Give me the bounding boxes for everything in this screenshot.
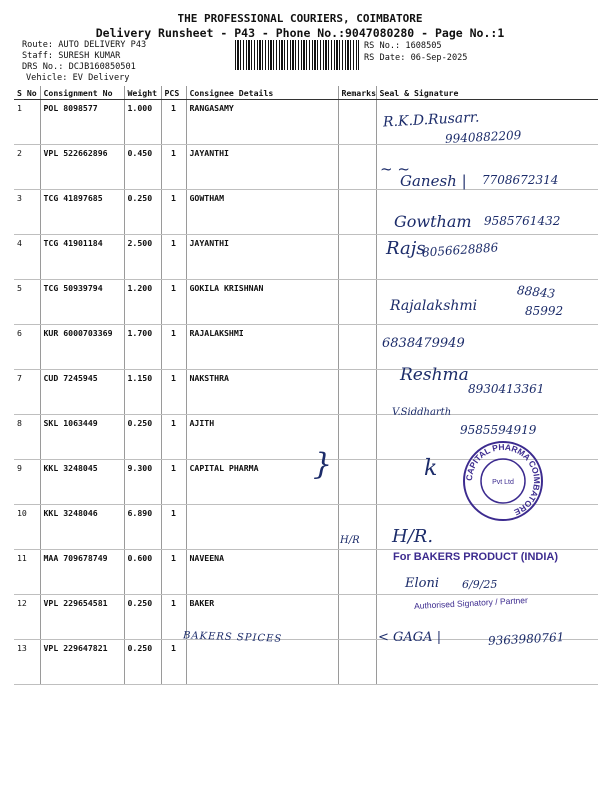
cell-weight: 0.450 xyxy=(124,145,161,190)
signature-row-9: k xyxy=(424,456,438,481)
cell-consignee: NAVEENA xyxy=(186,550,338,595)
cell-sno: 4 xyxy=(14,235,40,280)
cell-sno: 3 xyxy=(14,190,40,235)
signature-row-2: ~ ~ xyxy=(380,160,410,178)
cell-consignee: GOKILA KRISHNAN xyxy=(186,280,338,325)
cell-remarks xyxy=(338,145,376,190)
cell-consignee: AJITH xyxy=(186,415,338,460)
cell-weight: 9.300 xyxy=(124,460,161,505)
cell-remarks xyxy=(338,190,376,235)
cell-sno: 8 xyxy=(14,415,40,460)
table-header-row xyxy=(14,86,598,100)
cell-remarks xyxy=(338,235,376,280)
cell-consignment: MAA 709678749 xyxy=(40,550,124,595)
col-header-weight: Weight xyxy=(124,86,161,100)
col-header-consignment: Consignment No xyxy=(40,86,124,100)
cell-consignment: VPL 229647821 xyxy=(40,640,124,685)
cell-pcs: 1 xyxy=(161,415,186,460)
cell-sno: 10 xyxy=(14,505,40,550)
cell-consignee: JAYANTHI xyxy=(186,145,338,190)
signature-row-12: Eloni xyxy=(405,576,440,591)
cell-sno: 11 xyxy=(14,550,40,595)
document-title: THE PROFESSIONAL COURIERS, COIMBATORE xyxy=(177,12,423,25)
cell-remarks xyxy=(338,460,376,505)
cell-weight: 1.200 xyxy=(124,280,161,325)
cell-weight: 1.000 xyxy=(124,100,161,145)
cell-remarks xyxy=(338,640,376,685)
cell-remarks xyxy=(338,325,376,370)
cell-remarks xyxy=(338,415,376,460)
signature-row-3: Ganesh | xyxy=(400,172,467,190)
cell-sno: 1 xyxy=(14,100,40,145)
cell-sno: 6 xyxy=(14,325,40,370)
table-row xyxy=(14,280,598,325)
cell-pcs: 1 xyxy=(161,460,186,505)
rs-date: RS Date: 06-Sep-2025 xyxy=(364,53,468,63)
cell-sno: 5 xyxy=(14,280,40,325)
cell-remarks xyxy=(338,550,376,595)
cell-weight: 0.250 xyxy=(124,190,161,235)
cell-sno: 9 xyxy=(14,460,40,505)
phone-row-13: 9363980761 xyxy=(487,630,565,648)
col-header-remarks: Remarks xyxy=(338,86,376,100)
phone-row-7: 6838479949 xyxy=(382,336,465,351)
rs-number: RS No.: 1608505 xyxy=(364,41,442,51)
cell-pcs: 1 xyxy=(161,325,186,370)
cell-consignee: GOWTHAM xyxy=(186,190,338,235)
signature-row-4: Rajs xyxy=(386,238,426,259)
cell-consignment: CUD 7245945 xyxy=(40,370,124,415)
cell-remarks xyxy=(338,370,376,415)
cell-remarks xyxy=(338,100,376,145)
cell-consignment: VPL 522662896 xyxy=(40,145,124,190)
cell-sno: 13 xyxy=(14,640,40,685)
col-header-sno: S No xyxy=(14,86,40,100)
vehicle-label: Vehicle: EV Delivery xyxy=(26,73,130,83)
staff-label: Staff: SURESH KUMAR xyxy=(22,51,121,61)
signature-row-1: R.K.D.Rusarr. xyxy=(382,109,480,131)
cell-weight: 0.250 xyxy=(124,640,161,685)
cell-consignee: CAPITAL PHARMA xyxy=(186,460,338,505)
date-row-12: 6/9/25 xyxy=(462,578,498,591)
cell-seal xyxy=(376,640,598,685)
cell-weight: 0.250 xyxy=(124,595,161,640)
table-row xyxy=(14,325,598,370)
cell-consignment: KKL 3248046 xyxy=(40,505,124,550)
cell-consignment: SKL 1063449 xyxy=(40,415,124,460)
pharma-seal-stamp xyxy=(455,437,551,525)
cell-consignee: RANGASAMY xyxy=(186,100,338,145)
cell-pcs: 1 xyxy=(161,550,186,595)
drs-number: DRS No.: DCJB160850501 xyxy=(22,62,136,72)
cell-sno: 2 xyxy=(14,145,40,190)
brace-mark: } xyxy=(313,447,333,482)
phone-row-9: 9585594919 xyxy=(460,423,537,437)
cell-sno: 7 xyxy=(14,370,40,415)
cell-consignment: KKL 3248045 xyxy=(40,460,124,505)
signature-row-13: < GAGA | xyxy=(378,630,442,645)
signature-row-8: Reshma xyxy=(400,365,469,385)
cell-weight: 0.600 xyxy=(124,550,161,595)
cell-consignment: KUR 6000703369 xyxy=(40,325,124,370)
col-header-seal: Seal & Signature xyxy=(376,86,598,100)
cell-pcs: 1 xyxy=(161,145,186,190)
signature-row-11: H/R. xyxy=(392,526,434,547)
cell-pcs: 1 xyxy=(161,280,186,325)
phone-row-2: 7708672314 xyxy=(482,173,559,187)
cell-pcs: 1 xyxy=(161,190,186,235)
cell-consignee xyxy=(186,640,338,685)
cell-pcs: 1 xyxy=(161,505,186,550)
cell-remarks xyxy=(338,595,376,640)
cell-consignment: TCG 41897685 xyxy=(40,190,124,235)
cell-consignee: RAJALAKSHMI xyxy=(186,325,338,370)
table-row xyxy=(14,235,598,280)
cell-consignee xyxy=(186,505,338,550)
bakers-stamp-subtitle: Authorised Signatory / Partner xyxy=(413,595,529,611)
phone-row-4: 8056628886 xyxy=(421,240,499,260)
cell-pcs: 1 xyxy=(161,370,186,415)
cell-consignee: BAKER xyxy=(186,595,338,640)
cell-weight: 0.250 xyxy=(124,415,161,460)
cell-sno: 12 xyxy=(14,595,40,640)
cell-pcs: 1 xyxy=(161,100,186,145)
phone-row-1: 9940882209 xyxy=(444,128,522,146)
name-row-9: V.Siddharth xyxy=(392,407,452,418)
bakers-stamp-title: For BAKERS PRODUCT (INDIA) xyxy=(393,551,558,563)
seal-ring-text: CAPITAL PHARMA COIMBATORE xyxy=(463,441,543,518)
seal-center-text: Pvt Ltd xyxy=(492,479,514,486)
cell-pcs: 1 xyxy=(161,640,186,685)
cell-pcs: 1 xyxy=(161,235,186,280)
cell-consignment: TCG 41901184 xyxy=(40,235,124,280)
cell-consignee: JAYANTHI xyxy=(186,235,338,280)
signature-row-6: Rajalakshmi xyxy=(390,298,478,314)
name-row-3: Gowtham xyxy=(394,212,472,231)
runsheet-subtitle: Delivery Runsheet - P43 - Phone No.:9047080280 - Page No.:1 xyxy=(95,26,505,40)
cell-pcs: 1 xyxy=(161,595,186,640)
phone-row-3: 9585761432 xyxy=(484,214,561,228)
remark-row-11: H/R xyxy=(340,535,360,546)
cell-consignee: NAKSTHRA xyxy=(186,370,338,415)
route-label: Route: AUTO DELIVERY P43 xyxy=(22,40,147,50)
cell-remarks xyxy=(338,280,376,325)
cell-weight: 1.150 xyxy=(124,370,161,415)
phone-row-6: 85992 xyxy=(525,304,564,318)
cell-consignment: VPL 229654581 xyxy=(40,595,124,640)
barcode xyxy=(235,40,359,70)
cell-consignment: TCG 50939794 xyxy=(40,280,124,325)
cell-consignment: POL 8098577 xyxy=(40,100,124,145)
phone-row-5: 88843 xyxy=(516,283,556,301)
col-header-pcs: PCS xyxy=(161,86,186,100)
col-header-consignee: Consignee Details xyxy=(186,86,338,100)
cell-weight: 2.500 xyxy=(124,235,161,280)
note-row-13: BAKERS SPICES xyxy=(182,630,283,645)
cell-weight: 6.890 xyxy=(124,505,161,550)
cell-weight: 1.700 xyxy=(124,325,161,370)
phone-row-8: 8930413361 xyxy=(468,382,545,396)
